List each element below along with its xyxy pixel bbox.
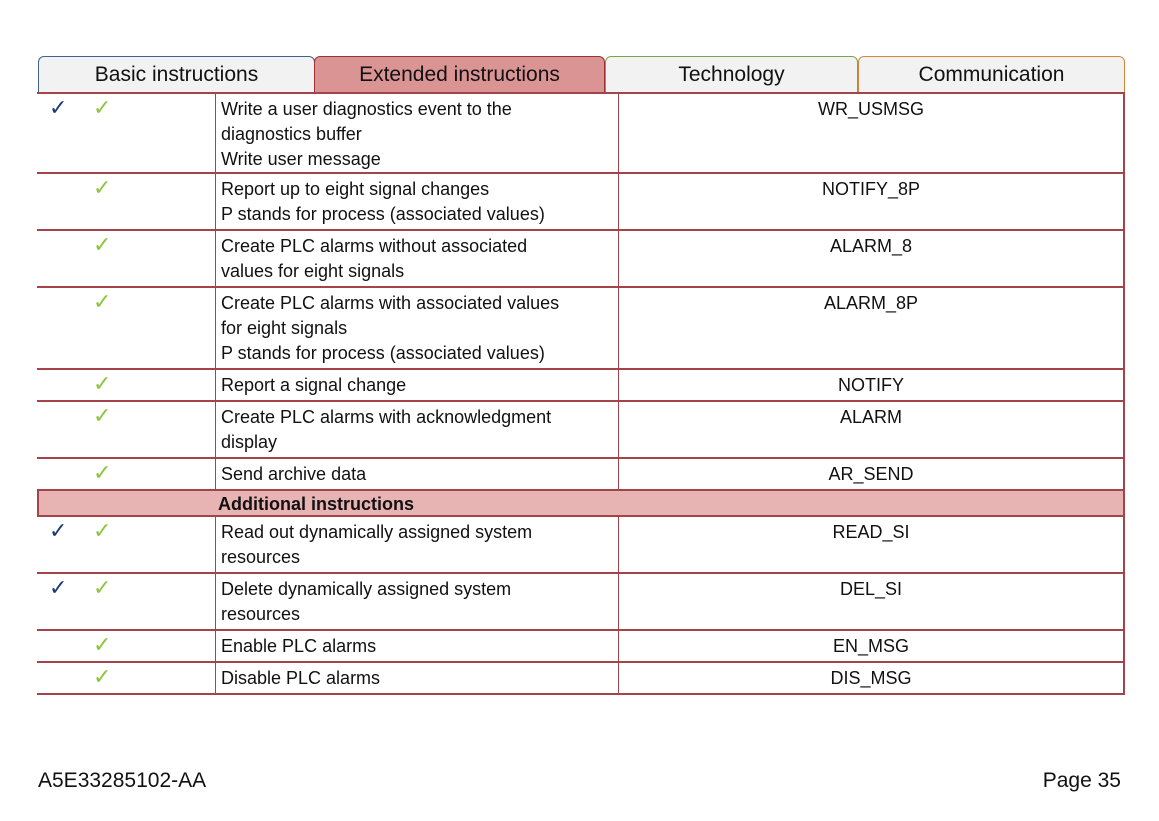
description-cell — [215, 402, 618, 457]
tab-basic-instructions[interactable]: Basic instructions — [38, 56, 315, 92]
availability-cell — [37, 94, 215, 172]
checkmark-green-icon: ✓ — [93, 371, 112, 396]
description-cell — [215, 231, 618, 286]
description-line: Create PLC alarms with acknowledgment — [221, 407, 552, 427]
instruction-name: DEL_SI — [618, 574, 1125, 629]
table-row — [37, 370, 1125, 402]
checkmark-blue-icon: ✓ — [49, 95, 68, 120]
description-line: values for eight signals — [221, 261, 405, 281]
description-line: resources — [221, 604, 301, 624]
availability-cell — [37, 631, 215, 661]
checkmark-green-icon: ✓ — [93, 175, 112, 200]
availability-cell — [37, 370, 215, 400]
description-line: Delete dynamically assigned system — [221, 579, 512, 599]
table-row — [37, 288, 1125, 370]
description-line: Create PLC alarms without associated — [221, 236, 528, 256]
description-line: Read out dynamically assigned system — [221, 522, 533, 542]
section-title: Additional instructions — [218, 494, 414, 514]
description-cell — [215, 631, 618, 661]
page-number: Page 35 — [1042, 769, 1121, 792]
description-line: Write user message — [221, 149, 381, 169]
availability-cell — [37, 231, 215, 286]
section-border — [37, 489, 1125, 517]
instruction-table — [37, 92, 1125, 695]
tab-extended-instructions[interactable]: Extended instructions — [314, 56, 605, 92]
checkmark-blue-icon: ✓ — [49, 575, 68, 600]
description-cell — [215, 574, 618, 629]
availability-cell — [37, 174, 215, 229]
description-cell — [215, 517, 618, 572]
description-line: Disable PLC alarms — [221, 668, 381, 688]
description-cell — [215, 459, 618, 489]
table-row — [37, 663, 1125, 695]
section-header-row — [37, 491, 1125, 517]
checkmark-green-icon: ✓ — [93, 518, 112, 543]
tab-technology[interactable]: Technology — [605, 56, 858, 92]
checkmark-green-icon: ✓ — [93, 460, 112, 485]
checkmark-green-icon: ✓ — [93, 95, 112, 120]
description-line: display — [221, 432, 278, 452]
description-line: Enable PLC alarms — [221, 636, 377, 656]
description-line: Send archive data — [221, 464, 367, 484]
instruction-name: EN_MSG — [618, 631, 1125, 661]
instruction-name: READ_SI — [618, 517, 1125, 572]
checkmark-green-icon: ✓ — [93, 664, 112, 689]
table-row — [37, 459, 1125, 491]
description-line: Report a signal change — [221, 375, 407, 395]
document-id: A5E33285102-AA — [38, 769, 207, 792]
availability-cell — [37, 402, 215, 457]
availability-cell — [37, 288, 215, 368]
description-cell — [215, 288, 618, 368]
description-cell — [215, 663, 618, 693]
instruction-name: NOTIFY_8P — [618, 174, 1125, 229]
table-row — [37, 517, 1125, 574]
description-line: Report up to eight signal changes — [221, 179, 490, 199]
description-line: P stands for process (associated values) — [221, 204, 545, 224]
description-line: Create PLC alarms with associated values — [221, 293, 560, 313]
description-cell — [215, 94, 618, 172]
checkmark-green-icon: ✓ — [93, 289, 112, 314]
availability-cell — [37, 574, 215, 629]
instruction-name: ALARM_8 — [618, 231, 1125, 286]
instruction-name: NOTIFY — [618, 370, 1125, 400]
checkmark-green-icon: ✓ — [93, 232, 112, 257]
table-row — [37, 92, 1125, 174]
instruction-name: ALARM_8P — [618, 288, 1125, 368]
description-line: Write a user diagnostics event to the — [221, 99, 512, 119]
instruction-name: ALARM — [618, 402, 1125, 457]
table-row — [37, 174, 1125, 231]
description-line: diagnostics buffer — [221, 124, 362, 144]
category-tabs — [38, 56, 1125, 92]
tab-communication[interactable]: Communication — [858, 56, 1125, 92]
checkmark-blue-icon: ✓ — [49, 518, 68, 543]
description-cell — [215, 174, 618, 229]
table-row — [37, 631, 1125, 663]
instruction-name: WR_USMSG — [618, 94, 1125, 172]
checkmark-green-icon: ✓ — [93, 403, 112, 428]
description-line: for eight signals — [221, 318, 348, 338]
description-line: resources — [221, 547, 301, 567]
instruction-name: AR_SEND — [618, 459, 1125, 489]
availability-cell — [37, 459, 215, 489]
checkmark-green-icon: ✓ — [93, 632, 112, 657]
description-cell — [215, 370, 618, 400]
description-line: P stands for process (associated values) — [221, 343, 545, 363]
table-row — [37, 574, 1125, 631]
availability-cell — [37, 517, 215, 572]
table-row — [37, 402, 1125, 459]
instruction-name: DIS_MSG — [618, 663, 1125, 693]
checkmark-green-icon: ✓ — [93, 575, 112, 600]
table-row — [37, 231, 1125, 288]
availability-cell — [37, 663, 215, 693]
